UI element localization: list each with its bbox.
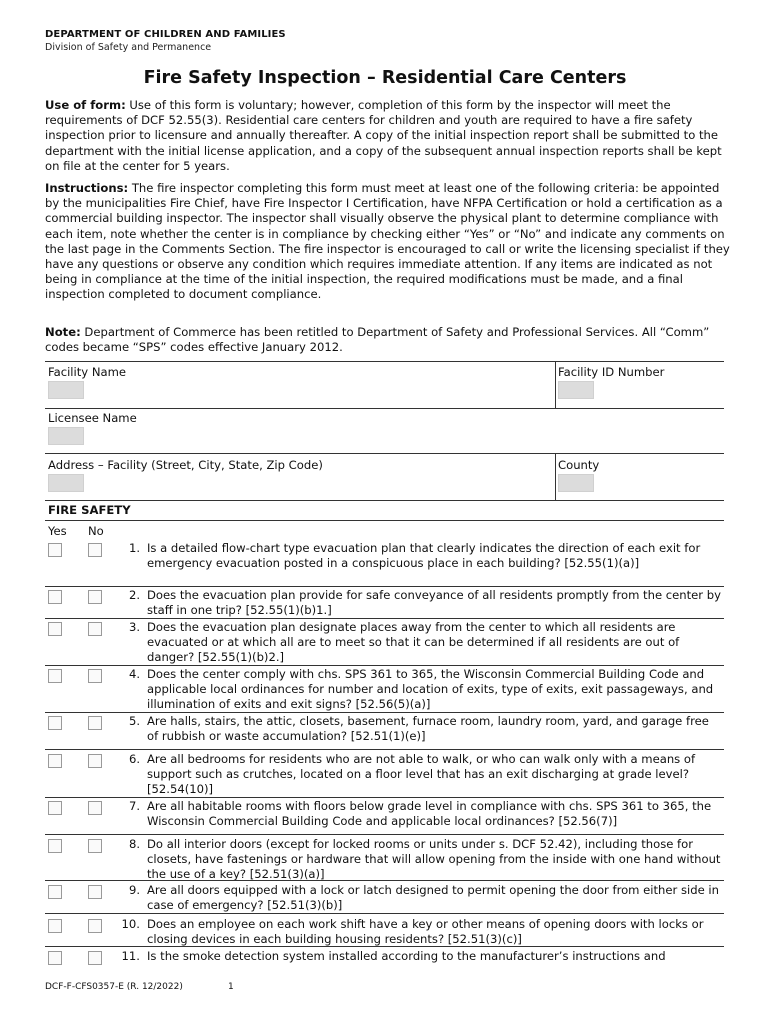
no-checkbox[interactable] [88,951,102,965]
question-text: Does an employee on each work shift have a key or other means of opening doors with locks or closing devices in each building housing residents? [52.51(3)(c)] [147,917,704,947]
table-border-top [45,361,724,362]
facility-name-label: Facility Name [48,365,127,379]
question-number: 7. [128,799,140,813]
question-divider [45,665,724,666]
section-title: FIRE SAFETY [48,503,131,517]
no-checkbox[interactable] [88,885,102,899]
table-border-row2 [45,453,724,454]
yes-column-header: Yes [48,524,67,538]
division-name: Division of Safety and Permanence [45,42,212,53]
no-column-header: No [88,524,104,538]
question-divider [45,913,724,914]
question-text: Are all habitable rooms with floors below grade level in compliance with chs. SPS 361 to 365, the Wisconsin Commercial Building Code and applicable local ordinances? [52.56(7)] [147,799,712,829]
instructions-paragraph [45,181,730,303]
licensee-name-input[interactable] [48,427,84,445]
question-number: 3. [128,620,140,634]
yes-checkbox[interactable] [48,919,62,933]
question-number: 8. [128,837,140,851]
question-number: 4. [128,667,140,681]
question-divider [45,618,724,619]
use-of-form-label: Use of form: [45,98,126,112]
facility-id-input[interactable] [558,381,594,399]
yes-checkbox[interactable] [48,754,62,768]
facility-name-input[interactable] [48,381,84,399]
yes-checkbox[interactable] [48,885,62,899]
question-number: 6. [128,752,140,766]
question-text: Are halls, stairs, the attic, closets, basement, furnace room, laundry room, yard, and garage free of rubbish or waste accumulation? [52.51(1)(e)] [147,714,709,744]
question-text: Does the evacuation plan provide for safe conveyance of all residents promptly from the center by staff in one trip? [52.55(1)(b)1.] [147,588,721,618]
table-divider-row1 [555,361,556,408]
question-text: Is the smoke detection system installed according to the manufacturer’s instructions and [147,949,666,963]
yes-checkbox[interactable] [48,839,62,853]
no-checkbox[interactable] [88,590,102,604]
page-number: 1 [228,982,234,992]
question-number: 2. [128,588,140,602]
table-divider-row3 [555,453,556,500]
table-border-row1 [45,408,724,409]
question-text: Does the center comply with chs. SPS 361 to 365, the Wisconsin Commercial Building Code and applicable local ordinances for number and location of exits, type of exits, exit passageways, and illumination of exits and exit signs? [52.56(5)(a)] [147,667,714,712]
yes-checkbox[interactable] [48,951,62,965]
county-input[interactable] [558,474,594,492]
question-divider [45,797,724,798]
question-text: Are all doors equipped with a lock or latch designed to permit opening the door from either side in case of emergency? [52.51(3)(b)] [147,883,719,913]
yes-checkbox[interactable] [48,801,62,815]
question-text: Do all interior doors (except for locked rooms or units under s. DCF 52.42), including those for closets, have fastenings or hardware that will allow opening from the inside with one hand without the use of a key? [52.51(3)(a)] [147,837,721,882]
county-label: County [558,458,600,472]
question-text: Is a detailed flow-chart type evacuation plan that clearly indicates the direction of each exit for emergency evacuation posted in a conspicuous place in each building? [52.55(1)(a)] [147,541,701,571]
question-divider [45,712,724,713]
department-name: DEPARTMENT OF CHILDREN AND FAMILIES [45,29,286,40]
question-divider [45,946,724,947]
yes-checkbox[interactable] [48,622,62,636]
note-paragraph [45,325,730,355]
address-label: Address – Facility (Street, City, State, Zip Code) [48,458,323,472]
no-checkbox[interactable] [88,716,102,730]
question-text: Are all bedrooms for residents who are not able to walk, or who can walk only with a means of support such as crutches, located on a floor level that has an exit discharging at grade level? [52.54(10)] [147,752,696,797]
no-checkbox[interactable] [88,801,102,815]
table-border-row3 [45,500,724,501]
no-checkbox[interactable] [88,839,102,853]
facility-id-label: Facility ID Number [558,365,665,379]
yes-checkbox[interactable] [48,716,62,730]
no-checkbox[interactable] [88,543,102,557]
yes-checkbox[interactable] [48,669,62,683]
form-id-footer: DCF-F-CFS0357-E (R. 12/2022) [45,982,183,992]
question-number: 11. [121,949,140,963]
question-divider [45,586,724,587]
question-divider [45,834,724,835]
yes-checkbox[interactable] [48,543,62,557]
note-text: Department of Commerce has been retitled to Department of Safety and Professional Services. All “Comm” codes became “SPS” codes effective January 2012. [45,325,710,355]
question-text: Does the evacuation plan designate places away from the center to which all residents are evacuated or at which all are to meet so that it can be determined if all residents are out of danger? [52.55(1)(b)2.] [147,620,680,665]
use-of-form-paragraph [45,98,730,174]
question-number: 1. [128,541,140,555]
no-checkbox[interactable] [88,919,102,933]
question-number: 5. [128,714,140,728]
question-divider [45,749,724,750]
note-label: Note: [45,325,81,339]
question-number: 9. [128,883,140,897]
address-input[interactable] [48,474,84,492]
instructions-label: Instructions: [45,181,129,195]
instructions-text: The fire inspector completing this form must meet at least one of the following criteria: be appointed by the municipalities Fire Chief, have Fire Inspector I Certification, have NFPA Certification or hold a certification as a commercial building inspector. The inspector shall visually observe the physical plant to determine compliance with each item, note whether the center is in compliance by checking either “Yes” or “No” and indicate any comments on the last page in the Comments Section. The fire inspector is encouraged to call or write the licensing specialist if they have any questions or observe any condition which requires immediate attention. If any items are indicated as not being in compliance at the time of the initial inspection, the required modifications must be made, and a final inspection completed to document compliance. [45,181,730,302]
licensee-name-label: Licensee Name [48,411,137,425]
question-divider [45,880,724,881]
section-rule [45,520,724,521]
question-number: 10. [121,917,140,931]
yes-checkbox[interactable] [48,590,62,604]
no-checkbox[interactable] [88,622,102,636]
form-title: Fire Safety Inspection – Residential Care Centers [143,68,627,88]
use-of-form-text: Use of this form is voluntary; however, completion of this form by the inspector will meet the requirements of DCF 52.55(3). Residential care centers for children and youth are required to have a fire safety inspection prior to licensure and annually thereafter. A copy of the initial inspection report shall be submitted to the department with the initial license application, and a copy of the subsequent annual inspection reports shall be kept on file at the center for 5 years. [45,98,722,173]
no-checkbox[interactable] [88,669,102,683]
no-checkbox[interactable] [88,754,102,768]
